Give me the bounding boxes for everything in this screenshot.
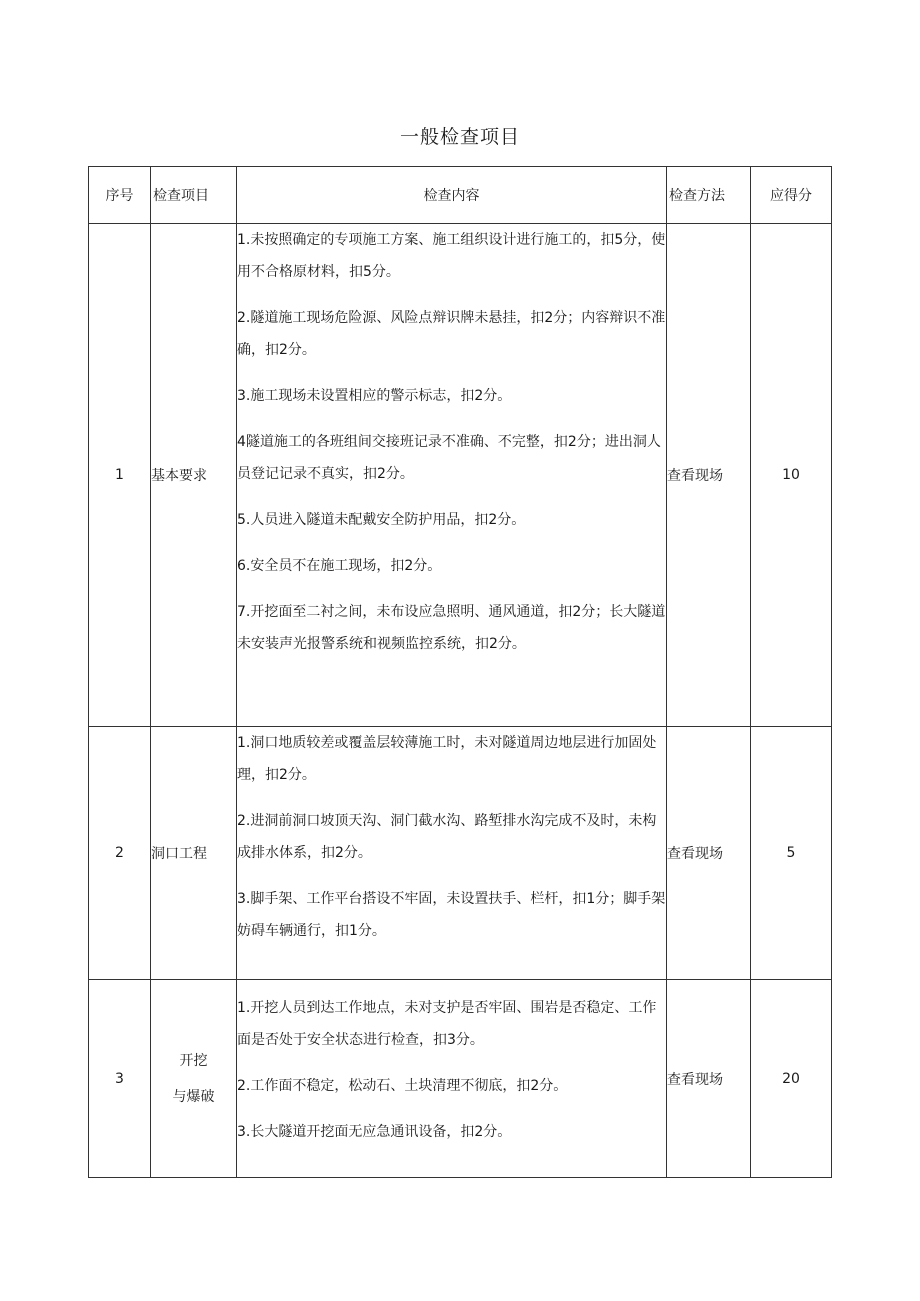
content-line: 1.洞口地质较差或覆盖层较薄施工时，未对隧道周边地层进行加固处理，扣2分。 (237, 735, 657, 783)
row-content (237, 980, 667, 1178)
content-line: 1.未按照确定的专项施工方案、施工组织设计进行施工的，扣5分，使用不合格原材料，扣5分。 (237, 232, 666, 280)
row-score: 10 (751, 224, 832, 727)
header-no: 序号 (89, 167, 151, 224)
inspection-table (88, 166, 832, 1178)
row-item-line: 开挖 (179, 1052, 208, 1069)
content-line: 2.隧道施工现场危险源、风险点辩识牌未悬挂，扣2分；内容辩识不准确，扣2分。 (237, 310, 666, 358)
table-header-row (89, 167, 832, 224)
content-line: 6.安全员不在施工现场，扣2分。 (237, 558, 442, 574)
header-content: 检查内容 (237, 167, 667, 224)
row-item-line: 与爆破 (172, 1088, 215, 1105)
content-line: 3.脚手架、工作平台搭设不牢固，未设置扶手、栏杆，扣1分；脚手架妨碍车辆通行，扣1分。 (237, 891, 666, 939)
content-line: 1.开挖人员到达工作地点，未对支护是否牢固、围岩是否稳定、工作面是否处于安全状态进行检查，扣3分。 (237, 1000, 657, 1048)
row-method: 查看现场 (667, 224, 751, 727)
content-line: 3.施工现场未设置相应的警示标志，扣2分。 (237, 388, 512, 404)
row-number: 3 (89, 980, 151, 1178)
row-content (237, 224, 667, 727)
row-content (237, 727, 667, 980)
row-number: 2 (89, 727, 151, 980)
row-method: 查看现场 (667, 727, 751, 980)
table-row (89, 224, 832, 727)
row-item: 洞口工程 (151, 727, 237, 980)
header-score: 应得分 (751, 167, 832, 224)
page-title: 一般检查项目 (399, 126, 520, 148)
table-row (89, 980, 832, 1178)
row-number: 1 (89, 224, 151, 727)
content-line: 3.长大隧道开挖面无应急通讯设备，扣2分。 (237, 1124, 512, 1140)
row-method: 查看现场 (667, 980, 751, 1178)
content-line: 4隧道施工的各班组间交接班记录不准确、不完整，扣2分；进出洞人员登记记录不真实，扣2分。 (237, 434, 661, 482)
header-item: 检查项目 (151, 167, 237, 224)
table-row (89, 727, 832, 980)
content-line: 2.工作面不稳定，松动石、土块清理不彻底，扣2分。 (237, 1078, 568, 1094)
row-item (151, 980, 237, 1178)
header-method: 检查方法 (667, 167, 751, 224)
content-line: 2.进洞前洞口坡顶天沟、洞门截水沟、路堑排水沟完成不及时，未构成排水体系，扣2分。 (237, 813, 657, 861)
row-item: 基本要求 (151, 224, 237, 727)
row-score: 20 (751, 980, 832, 1178)
row-score: 5 (751, 727, 832, 980)
content-line: 7.开挖面至二衬之间，未布设应急照明、通风通道，扣2分；长大隧道未安装声光报警系统和视频监控系统，扣2分。 (237, 604, 666, 652)
content-line: 5.人员进入隧道未配戴安全防护用品，扣2分。 (237, 512, 526, 528)
